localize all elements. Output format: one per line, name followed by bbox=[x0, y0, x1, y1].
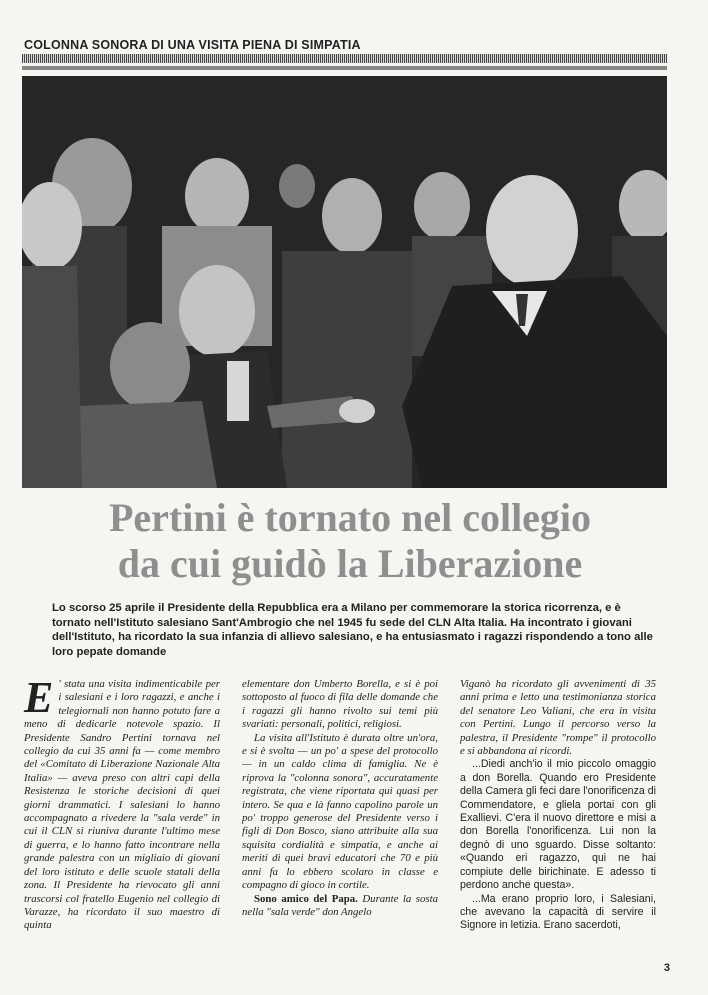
page-number: 3 bbox=[663, 962, 670, 974]
standfirst: Lo scorso 25 aprile il Presidente della Repubblica era a Milano per commemorare la storica ricorrenza, e è tornato nell'Istituto salesiano Sant'Ambrogio che nel 1945 fu sede del CLN Alta Italia. Ha incontrato i giovani dell'Istituto, ha ricordato la sua infanzia di allievo salesiano, e ha entusiasmato i ragazzi rispondendo a tono alle loro pepate domande bbox=[52, 602, 653, 658]
article-paragraph: ...Ma erano proprio loro, i Salesiani, che avevano la capacità di servire il Signore in letizia. Erano sacerdoti, bbox=[460, 892, 656, 932]
article-text: Durante la sosta nella "sala verde" don Angelo bbox=[242, 892, 438, 918]
headline bbox=[30, 495, 670, 587]
headline-line-2: da cui guidò la Liberazione bbox=[117, 541, 583, 586]
news-photo bbox=[22, 76, 667, 488]
article-column-1 bbox=[24, 673, 220, 933]
article-paragraph bbox=[24, 673, 220, 933]
article-subheading: Sono amico del Papa. bbox=[254, 892, 358, 905]
article-body bbox=[24, 673, 670, 950]
section-kicker: COLONNA SONORA DI UNA VISITA PIENA DI SIMPATIA bbox=[24, 38, 361, 52]
article-paragraph: La visita all'Istituto è durata oltre un'ora, e si è svolta — un po' a spese del protocollo — in un caldo clima di famiglia. Ne è riprova la "colonna sonora", accuratamente registrata, che viene riportata qui quasi per intero. Se qua e là fanno capolino parole un po' troppo generose del Presidente verso i figli di Don Bosco, siano attribuite alla sua squisita cordialità e simpatia, e anche ai meriti di quei bravi educatori che 70 e più anni fa lo ebbero scolaro in classe e compagno di gioco in cortile. bbox=[242, 731, 438, 892]
article-text: ' stata una visita indimenticabile per i salesiani e i loro ragazzi, e anche i telegiornali non hanno potuto fare a meno di dedicarle notevole spazio. Il Presidente Sandro Pertini tornava nel collegio da cui 35 anni fa — come membro del «Comitato di Liberazione Nazionale Alta Italia» — aveva preso con altri capi della Resistenza le storiche decisioni di quei giorni drammatici. I salesiani lo hanno accompagnato a rivedere la "sala verde" in cui il CLN si riuniva durante l'ultimo mese di guerra, e lo hanno fatto incontrare nella grande palestra con un migliaio di giovani del loro istituto e delle scuole statali della zona. Il Presidente ha rievocato gli anni trascorsi col fratello Eugenio nel collegio di Varazze, ha ricordato il suo maestro di quinta bbox=[24, 678, 220, 932]
article-column-2 bbox=[242, 678, 438, 919]
photo-illustration bbox=[22, 76, 667, 488]
headline-line-1: Pertini è tornato nel collegio bbox=[108, 495, 592, 540]
article-paragraph: Viganò ha ricordato gli avvenimenti di 35 anni prima e letto una testimonianza storica del senatore Leo Valiani, che era in visita con Pertini. Lungo il percorso verso la palestra, il Presidente "rompe" il protocollo e si abbandona ai ricordi. bbox=[460, 678, 656, 758]
article-paragraph: ...Diedi anch'io il mio piccolo omaggio a don Borella. Quando ero Presidente della Camera gli feci dare l'onorificenza di Commendatore, e gliela portai con gli Exallievi. C'era il nuovo direttore e misi a don Borella l'onorificenza. Lui non la degnò di uno sguardo. Disse soltanto: «Quando eri ragazzo, qui ne hai compiute delle birichinate. E adesso ti perdono anche questa». bbox=[460, 758, 656, 892]
header-rule bbox=[22, 54, 667, 63]
header-rule-secondary bbox=[22, 66, 667, 70]
article-paragraph bbox=[242, 893, 438, 920]
drop-cap: E bbox=[24, 673, 54, 722]
article-column-3 bbox=[460, 678, 656, 933]
article-paragraph: elementare don Umberto Borella, e si è poi sottoposto al fuoco di fila delle domande che i ragazzi gli hanno rivolto sui temi più svariati: personali, politici, religiosi. bbox=[242, 678, 438, 731]
